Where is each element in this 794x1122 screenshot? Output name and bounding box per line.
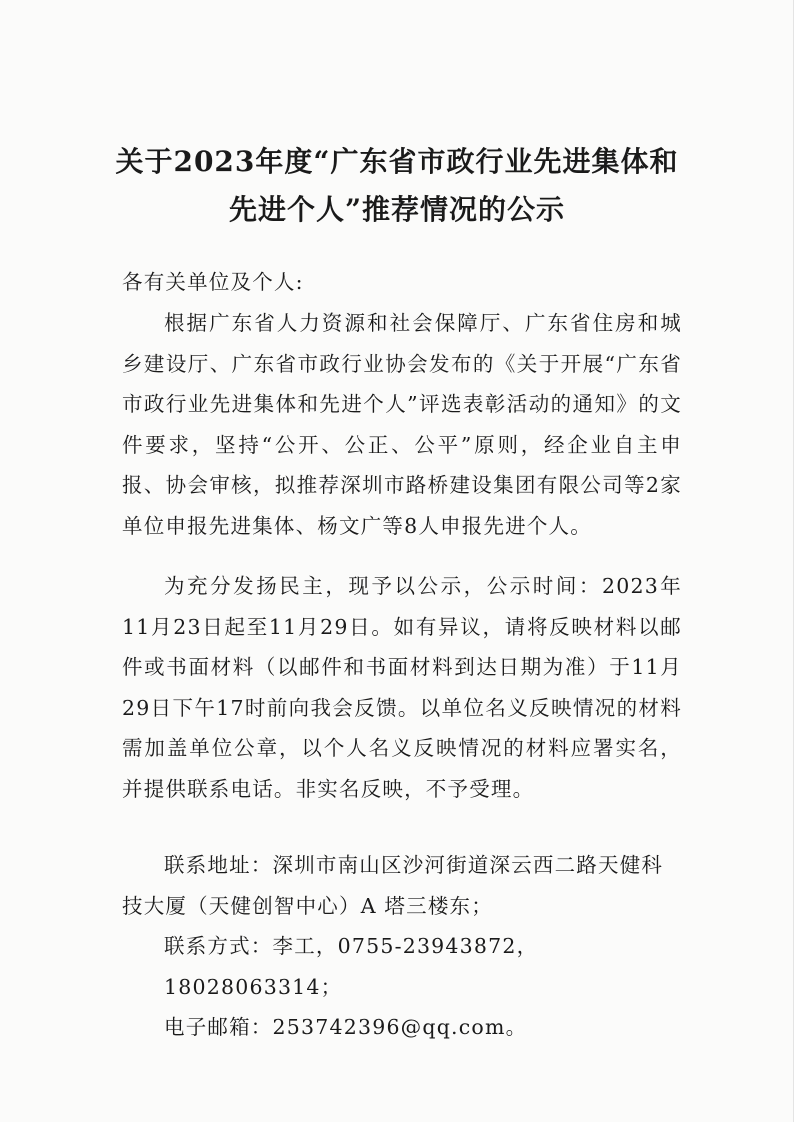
salutation: 各有关单位及个人: — [122, 270, 304, 294]
body-paragraph-2: 为充分发扬民主，现予以公示，公示时间：2023年11月23日起至11月29日。如有异议，请将反映材料以邮件或书面材料（以邮件和书面材料到达日期为准）于11月29日下午17时前向我会反馈。以单位名义反映情况的材料需加盖单位公章，以个人名义反映情况的材料应署实名，并提供联系电话。非实名反映，不予受理。 — [122, 574, 682, 801]
contact-block — [122, 845, 682, 1048]
contact-email: 电子邮箱：253742396@qq.com。 — [164, 1015, 528, 1039]
contact-address-line-2: 技大厦（天健创智中心）A 塔三楼东； — [122, 893, 493, 918]
body-paragraph-1: 根据广东省人力资源和社会保障厅、广东省住房和城乡建设厅、广东省市政行业协会发布的《关于开展“广东省市政行业先进集体和先进个人”评选表彰活动的通知》的文件要求，坚持“公开、公正、公平”原则，经企业自主申报、协会审核，拟推荐深圳市路桥建设集团有限公司等2家单位申报先进集体、杨文广等8人申报先进个人。 — [122, 311, 682, 538]
contact-phone: 联系方式：李工，0755-23943872，18028063314； — [164, 934, 539, 999]
document-title-line-2: 先进个人”推荐情况的公示 — [228, 193, 566, 226]
document-title-line-1: 关于2023年度“广东省市政行业先进集体和 — [115, 145, 679, 178]
contact-address-line-1: 联系地址：深圳市南山区沙河街道深云西二路天健科 — [164, 853, 664, 877]
